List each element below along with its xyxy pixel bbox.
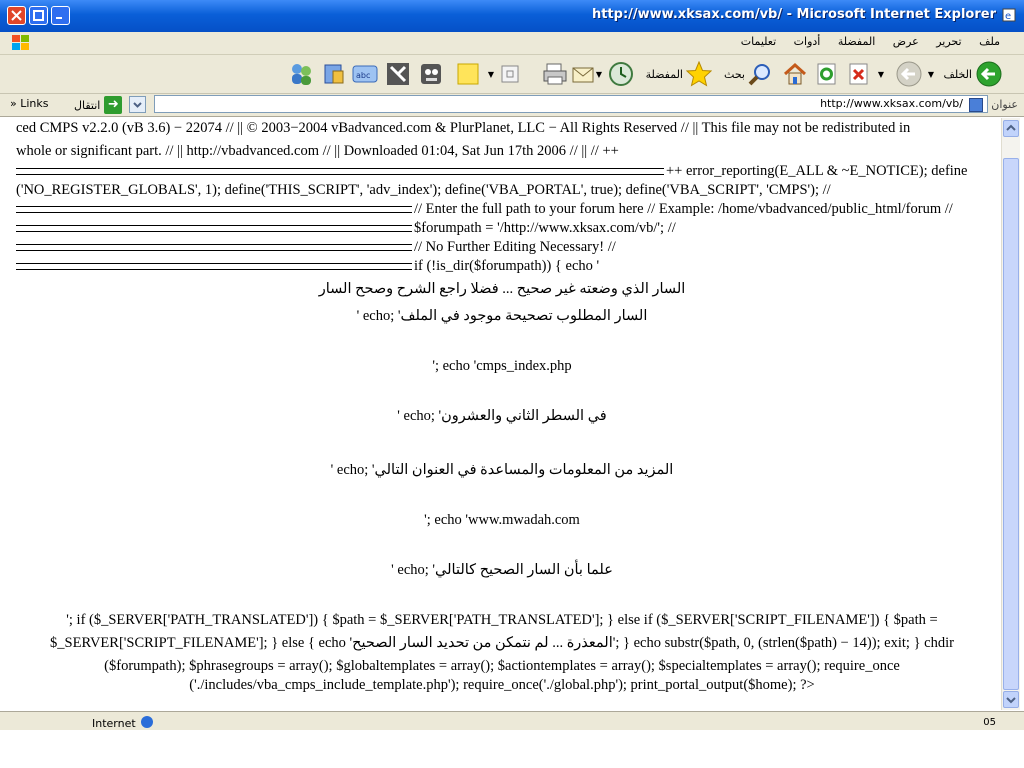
svg-text:e: e xyxy=(1005,11,1012,22)
go-arrow-icon: ➜ xyxy=(104,96,122,114)
divider xyxy=(16,263,412,270)
refresh-button[interactable] xyxy=(816,59,838,89)
mail-button[interactable]: ▼ xyxy=(571,59,602,89)
maximize-icon xyxy=(33,10,44,21)
divider xyxy=(16,244,412,251)
chevron-up-icon xyxy=(1004,121,1018,136)
title-bar[interactable] xyxy=(0,0,1024,33)
svg-text:abc: abc xyxy=(356,71,371,80)
mail-icon xyxy=(571,62,595,86)
note-icon xyxy=(456,62,480,86)
media-button[interactable] xyxy=(608,59,634,89)
page-content[interactable] xyxy=(4,118,1000,708)
window-title: http://www.xksax.com/vb/ - Microsoft Internet Explorer xyxy=(591,7,996,22)
menu-help[interactable]: تعليمات xyxy=(740,35,777,48)
echo-line-6: علما بأن السار الصحيح كالتالي' ;echo ' xyxy=(391,562,613,578)
text-line-6: $forumpath = '/http://www.xksax.com/vb/'; // xyxy=(16,220,676,237)
echo-line-4: المزيد من المعلومات والمساعدة في العنوان التالي' ;echo ' xyxy=(330,462,674,478)
home-icon xyxy=(782,61,808,87)
vertical-scrollbar[interactable] xyxy=(1001,118,1020,710)
back-label: الخلف xyxy=(943,67,972,81)
edit-button[interactable] xyxy=(501,59,519,89)
close-icon xyxy=(11,10,22,21)
text-line-7: // No Further Editing Necessary! // xyxy=(16,239,616,256)
tail-line-4: ('./includes/vba_cmps_include_template.php'); require_once('./global.php'); print_portal_output($home); ?> xyxy=(189,677,815,693)
security-zone-label: Internet xyxy=(92,717,136,730)
divider xyxy=(16,225,412,232)
search-label: بحث xyxy=(724,67,745,81)
address-url: http://www.xksax.com/vb/ xyxy=(820,97,963,110)
tail-line-1: '; if ($_SERVER['PATH_TRANSLATED']) { $path = $_SERVER['PATH_TRANSLATED']; } else if ($_SERVER['SCRIPT_FILENAME']) { $path = xyxy=(66,612,938,628)
favorites-label: المفضلة xyxy=(645,67,683,81)
desktop-strip xyxy=(0,730,1024,768)
stop-icon xyxy=(848,63,870,85)
echo-line-3: في السطر الثاني والعشرون' ;echo ' xyxy=(397,408,607,424)
echo-line-1: السار المطلوب تصحيحة موجود في الملف' ;echo ' xyxy=(356,308,648,324)
minimize-window-button[interactable] xyxy=(51,6,70,25)
divider xyxy=(16,206,412,213)
edit-page-icon xyxy=(501,65,519,83)
print-button[interactable] xyxy=(542,59,568,89)
scroll-up-button[interactable] xyxy=(1003,120,1019,137)
menu-favorites[interactable]: المفضلة xyxy=(837,35,876,48)
text-line-3: ++ error_reporting(E_ALL & ~E_NOTICE); define xyxy=(16,163,967,180)
back-button[interactable] xyxy=(943,59,1002,89)
back-arrow-icon xyxy=(976,61,1002,87)
scroll-down-button[interactable] xyxy=(1003,691,1019,708)
research-icon xyxy=(386,62,410,86)
menu-edit[interactable]: تحرير xyxy=(936,35,962,48)
tail-line-3: ($forumpath); $phrasegroups = array(); $globaltemplates = array(); $actiontemplates = array(); $specialtemplates = array(); require_once xyxy=(104,658,900,674)
maximize-window-button[interactable] xyxy=(29,6,48,25)
history-icon xyxy=(608,61,634,87)
divider xyxy=(16,168,664,175)
menu-tools[interactable]: أدوات xyxy=(793,35,821,48)
forward-button[interactable] xyxy=(896,59,922,89)
research-button[interactable] xyxy=(386,59,410,89)
links-toolbar[interactable]: » Links xyxy=(10,97,49,110)
menu-file[interactable]: ملف xyxy=(979,35,1000,48)
chevron-down-icon xyxy=(1004,692,1018,707)
translate-icon xyxy=(352,62,378,86)
echo-line-2: '; echo 'cmps_index.php xyxy=(432,358,572,374)
tail-line-2: $_SERVER['SCRIPT_FILENAME']; } else { echo 'المعذرة ... لم نتمكن من تحديد السار الصحيح'; } echo substr($path, 0, (strlen($path) − 14)); exit; } chdir xyxy=(50,635,954,651)
discuss-dropdown[interactable]: ▼ xyxy=(487,69,494,79)
text-line-2: whole or significant part. // || http://vbadvanced.com // || Downloaded 01:04, Sat Jun 17th 2006 // || // ++ xyxy=(16,143,619,159)
text-line-1: ced CMPS v2.2.0 (vB 3.6) − 22074 // || © 2003−2004 vBadvanced.com & PlurPlanet, LLC − All Rights Reserved // || This file may not be redistributed in xyxy=(16,120,911,136)
links-label: Links xyxy=(20,97,49,110)
arabic-error-heading: السار الذي وضعته غير صحيح ... فضلا راجع الشرح وصحح السار xyxy=(318,281,686,297)
text-line-4: ('NO_REGISTER_GLOBALS', 1); define('THIS_SCRIPT', 'adv_index'); define('VBA_PORTAL', true); define('VBA_SCRIPT', 'CMPS'); // xyxy=(16,182,831,198)
address-label: عنوان xyxy=(991,98,1018,111)
back-dropdown[interactable]: ▼ xyxy=(927,69,934,79)
stop-button[interactable] xyxy=(848,59,870,89)
status-right-text: 05 xyxy=(983,717,996,728)
address-bar xyxy=(0,94,1024,117)
note-button[interactable] xyxy=(456,59,480,89)
search-button[interactable] xyxy=(724,59,772,89)
globe-icon xyxy=(141,716,153,728)
messenger-icon xyxy=(288,61,314,87)
standard-toolbar xyxy=(0,55,1024,94)
star-icon xyxy=(686,61,712,87)
favorites-button[interactable] xyxy=(646,59,712,89)
messenger-tool-button[interactable] xyxy=(418,59,444,89)
translate-button[interactable] xyxy=(352,59,378,89)
printer-icon xyxy=(542,62,568,86)
forward-dropdown[interactable]: ▼ xyxy=(877,69,884,79)
refresh-icon xyxy=(816,63,838,85)
text-line-5: // Enter the full path to your forum here // Example: /home/vbadvanced/public_html/forum // xyxy=(16,201,953,218)
tool-icon xyxy=(322,62,346,86)
address-input[interactable] xyxy=(154,95,988,113)
close-window-button[interactable] xyxy=(7,6,26,25)
windows-logo-icon xyxy=(10,34,32,52)
forward-arrow-icon xyxy=(896,61,922,87)
search-icon xyxy=(748,62,772,86)
internet-explorer-icon xyxy=(1002,7,1018,23)
go-button[interactable] xyxy=(74,96,122,114)
page-icon xyxy=(969,98,983,112)
home-button[interactable] xyxy=(782,59,808,89)
status-bar xyxy=(0,711,1024,732)
text-line-8: if (!is_dir($forumpath)) { echo ' xyxy=(16,258,599,275)
chevron-down-icon xyxy=(130,97,145,112)
robot-icon xyxy=(418,61,444,87)
menu-bar xyxy=(0,32,1024,55)
address-dropdown-button[interactable] xyxy=(129,96,146,113)
go-label: انتقال xyxy=(74,98,101,112)
tool-button[interactable] xyxy=(322,59,346,89)
echo-line-5: '; echo 'www.mwadah.com xyxy=(424,512,580,528)
messenger-button[interactable] xyxy=(288,59,314,89)
scroll-thumb[interactable] xyxy=(1003,158,1019,690)
menu-view[interactable]: عرض xyxy=(892,35,919,48)
minimize-icon xyxy=(55,10,66,21)
